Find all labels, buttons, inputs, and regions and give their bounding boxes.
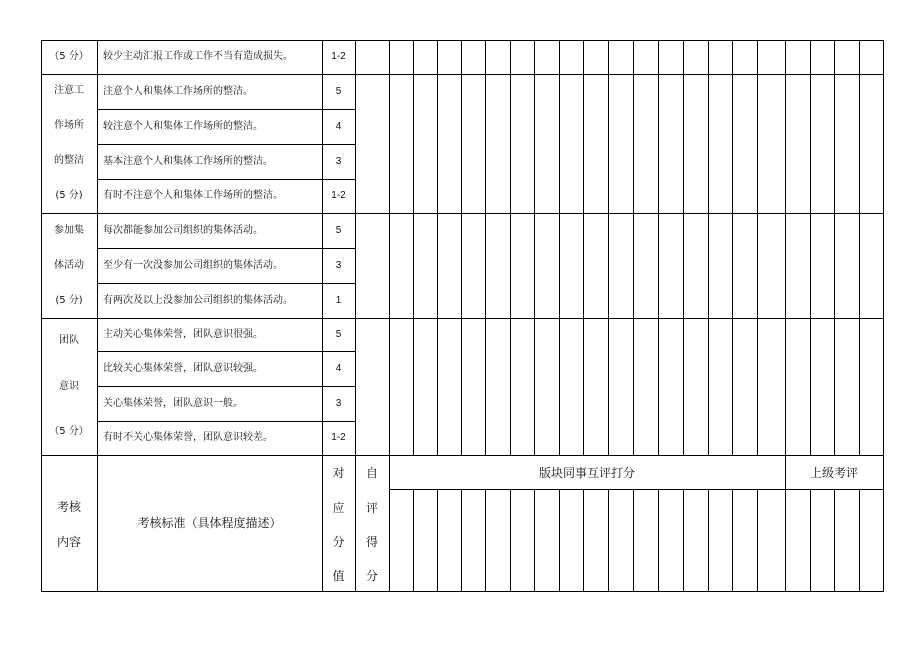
header-superior: 上级考评 [809,466,858,480]
score-col-line [485,489,486,592]
category-label: 意识 [59,380,79,392]
score-value: 3 [335,397,342,409]
row-line [97,179,355,180]
row-line [97,283,355,284]
criterion-text: 基本注意个人和集体工作场所的整洁。 [103,155,273,167]
score-value: 4 [335,120,342,132]
category-label: 体活动 [54,259,84,271]
header-self-col: 评 [365,501,378,515]
header-self-col: 分 [365,569,378,583]
score-col-line [883,40,884,489]
category-label: （5 分） [49,426,89,438]
score-value: 1-2 [331,51,346,62]
col-line [97,40,98,592]
row-line [97,386,355,387]
score-col-line [608,489,609,592]
score-col-line [708,40,709,489]
criterion-text: 每次都能参加公司组织的集体活动。 [103,224,263,236]
score-col-line [658,40,659,489]
header-peer: 版块同事互评打分 [538,466,635,480]
header-score-col: 对 [332,466,345,480]
criterion-text: 有两次及以上没参加公司组织的集体活动。 [103,294,293,306]
score-col-line [461,40,462,489]
score-col-line [810,489,811,592]
score-col-line [583,40,584,489]
score-col-line [510,40,511,489]
criterion-text: 主动关心集体荣誉，团队意识很强。 [103,328,263,340]
category-label: 的整洁 [54,154,84,166]
score-col-line [633,489,634,592]
category-label: (5 分) [55,189,83,201]
score-col-line [732,40,733,489]
score-col-line [510,489,511,592]
header-score-col: 分 [332,535,345,549]
score-col-line [683,40,684,489]
row-line [97,351,355,352]
score-col-line [658,489,659,592]
score-col-line [413,489,414,592]
score-col-line [633,40,634,489]
score-col-line [559,489,560,592]
score-col-line [437,40,438,489]
score-col-line [785,489,786,592]
score-value: 4 [335,362,342,374]
header-self-col: 得 [365,535,378,549]
score-col-line [583,489,584,592]
score-col-line [757,40,758,489]
score-col-line [437,489,438,592]
category-label: 作场所 [54,120,84,132]
category-label: (5 分) [55,294,83,306]
row-line [97,248,355,249]
score-col-line [834,40,835,489]
score-col-line [708,489,709,592]
row-line [97,421,355,422]
score-col-line [859,40,860,489]
score-col-line [757,489,758,592]
score-col-line [485,40,486,489]
header-score-col: 值 [332,569,345,583]
header-standard: 考核标准（具体程度描述） [137,516,282,530]
criterion-text: 有时不关心集体荣誉，团队意识较差。 [103,432,273,443]
score-col-line [559,40,560,489]
score-col-line [534,40,535,489]
score-value: 1-2 [331,190,346,201]
header-self-col: 自 [365,466,378,480]
criterion-text: 有时不注意个人和集体工作场所的整洁。 [103,190,283,201]
score-col-line [683,489,684,592]
score-col-line [785,40,786,489]
score-col-line [608,40,609,489]
category-label: 注意工 [54,85,84,97]
criterion-text: 关心集体荣誉，团队意识一般。 [103,397,243,409]
criterion-text: 较注意个人和集体工作场所的整洁。 [103,120,263,132]
score-col-line [534,489,535,592]
score-col-line [413,40,414,489]
criterion-text: 至少有一次没参加公司组织的集体活动。 [103,259,283,271]
criterion-text: 注意个人和集体工作场所的整洁。 [103,85,253,97]
header-score-col: 应 [332,501,345,515]
score-value: 3 [335,259,342,271]
score-value: 5 [335,328,342,340]
score-col-line [883,489,884,592]
score-value: 1-2 [331,432,346,443]
col-line [389,40,390,592]
score-col-line [732,489,733,592]
criterion-text: 较少主动汇报工作或工作不当有造成损失。 [103,51,293,62]
category-label: 团队 [59,334,79,346]
score-col-line [810,40,811,489]
score-value: 1 [335,294,342,306]
score-col-line [461,489,462,592]
score-value: 5 [335,85,342,97]
row-line [97,109,355,110]
criterion-text: 比较关心集体荣誉，团队意识较强。 [103,362,263,374]
score-col-line [834,489,835,592]
header-content: 内容 [56,535,81,549]
score-value: 3 [335,155,342,167]
score-value: 5 [335,224,342,236]
score-col-line [859,489,860,592]
header-content: 考核 [56,500,81,514]
row-line [97,144,355,145]
category-label: （5 分） [49,51,89,62]
category-label: 参加集 [54,224,84,236]
